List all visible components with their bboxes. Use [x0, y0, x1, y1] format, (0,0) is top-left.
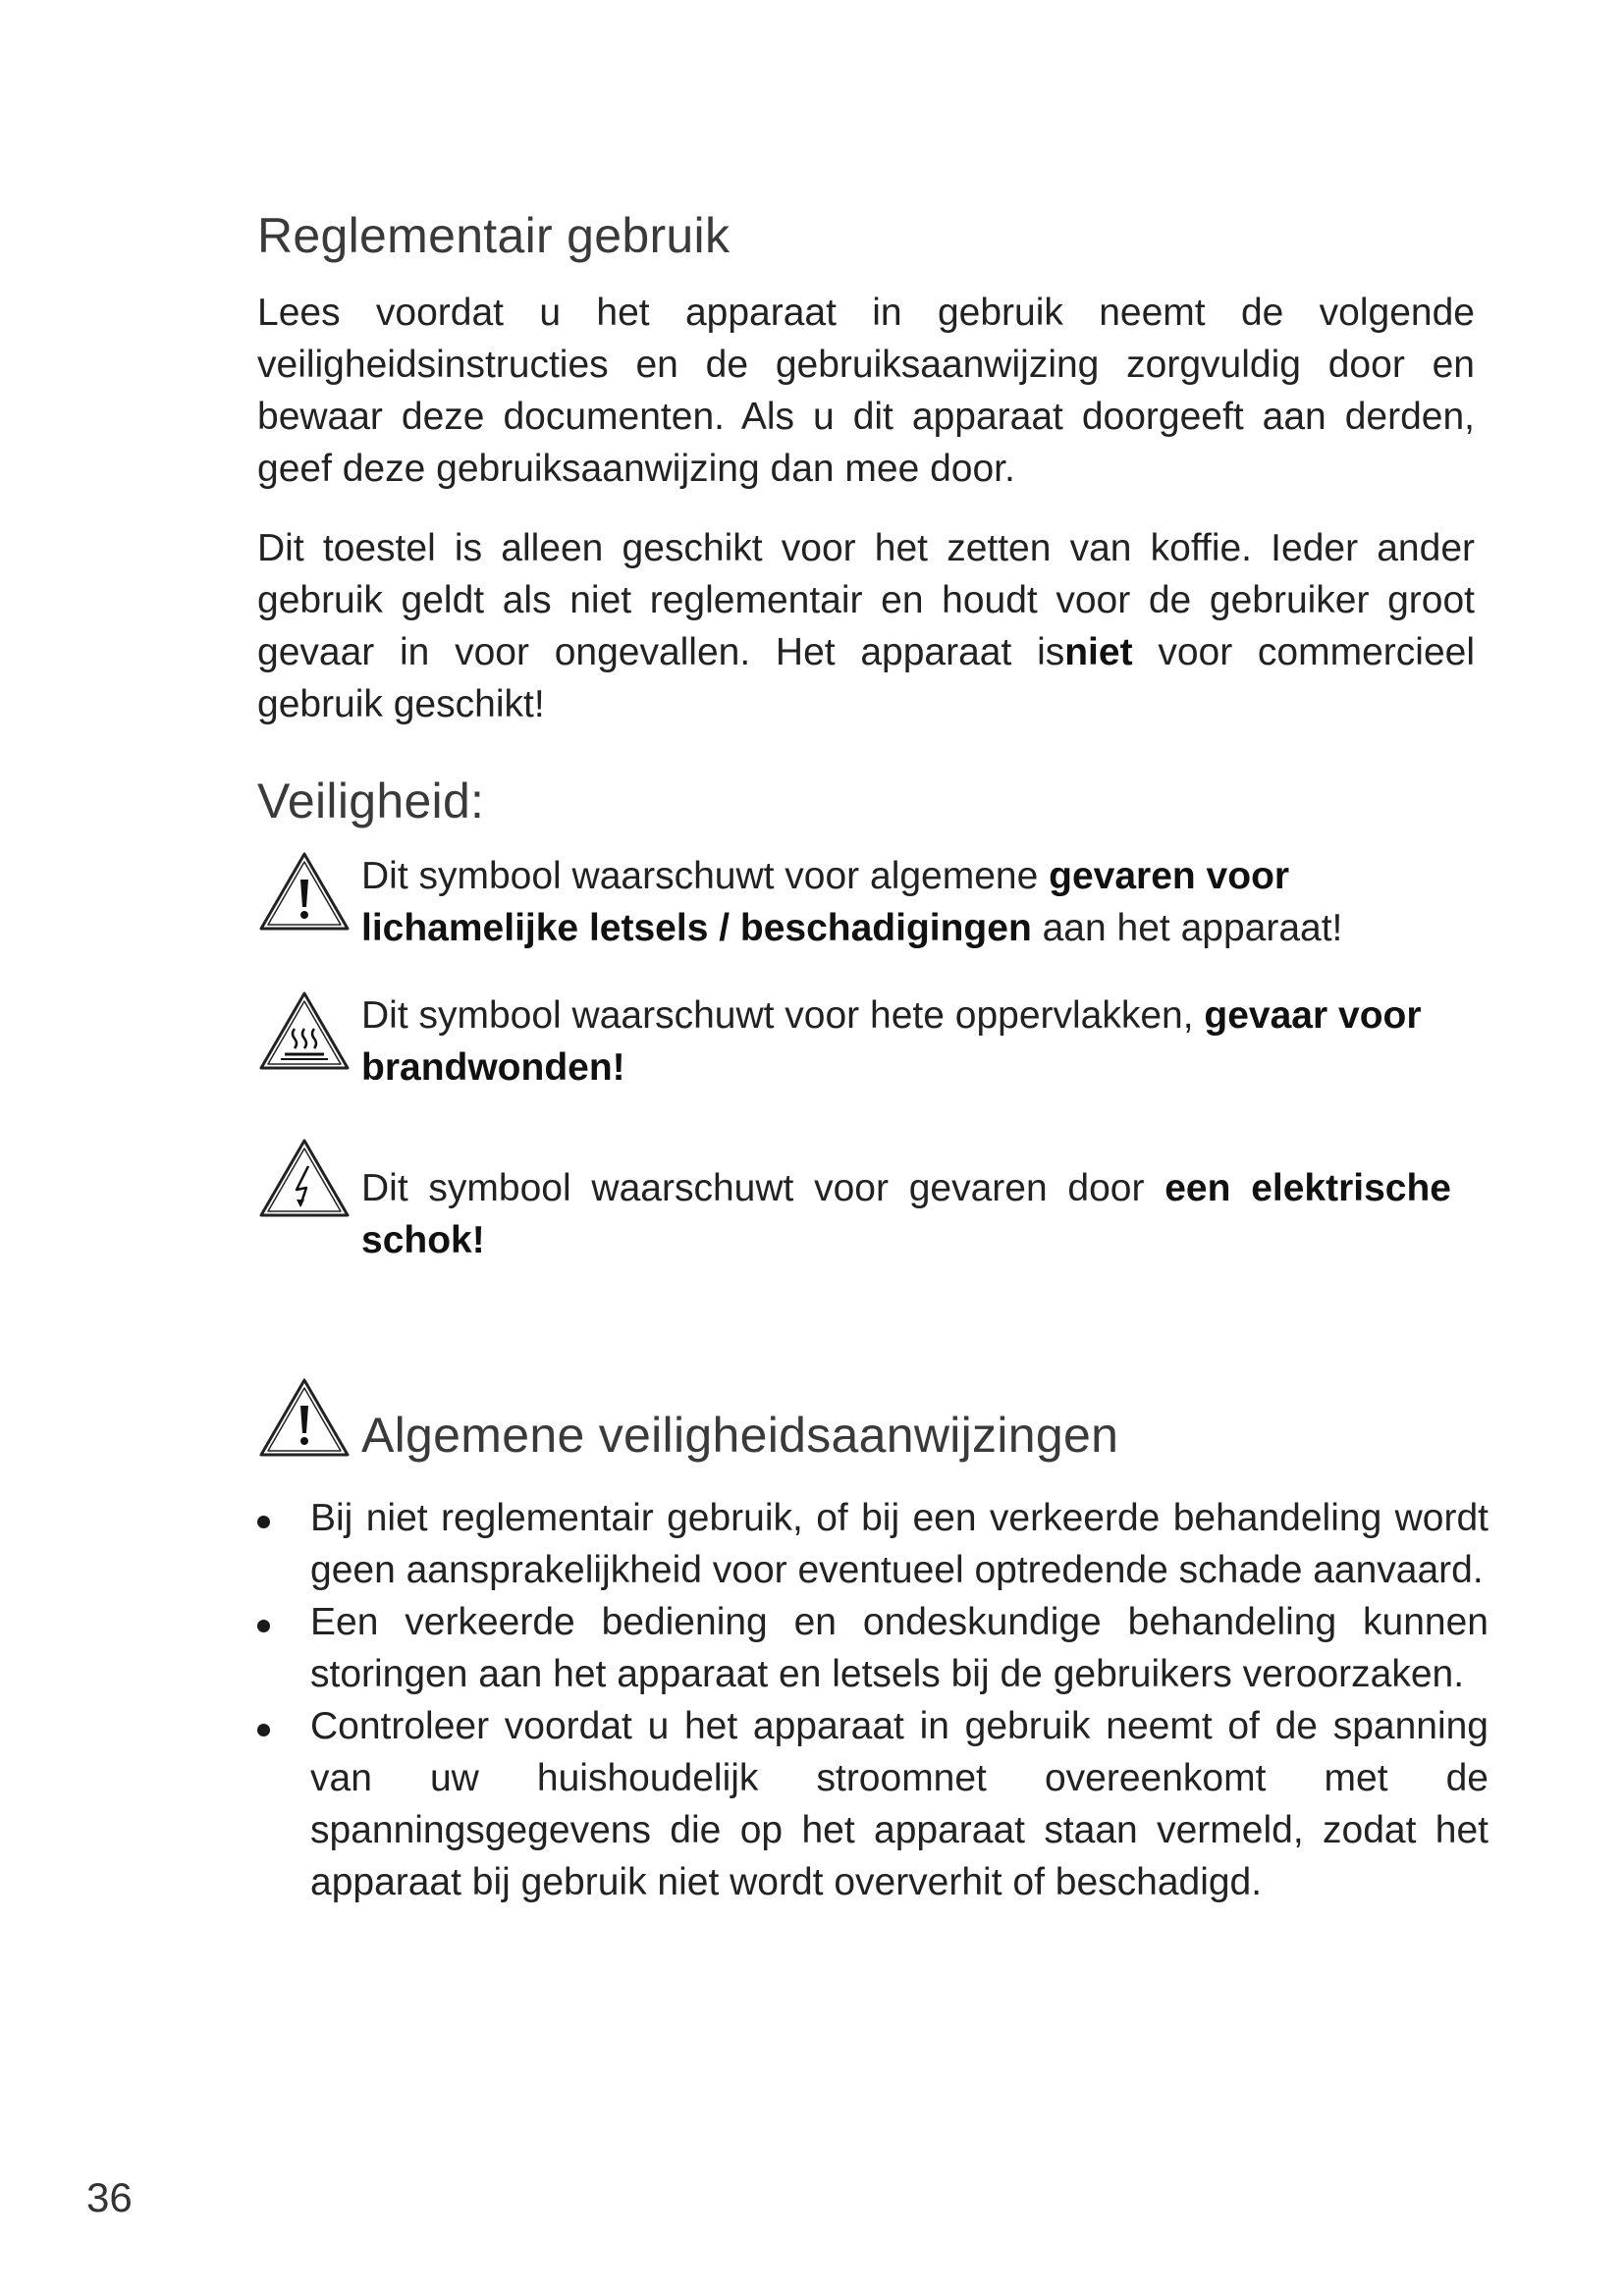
symbol-row-general	[257, 850, 1475, 954]
usage-paragraph	[257, 522, 1475, 730]
safety-bullet-list	[257, 1492, 1489, 1908]
warning-exclamation-icon	[257, 1376, 352, 1459]
warning-exclamation-icon	[257, 850, 352, 933]
page-content	[257, 206, 1489, 1908]
bullet-dot-icon	[257, 1516, 270, 1528]
section-title-reglementair: Reglementair gebruik	[257, 208, 731, 263]
symbol-text-general: Dit symbool waarschuwt voor algemene gevaren voor lichamelijke letsels / beschadigingen aan het apparaat!	[361, 855, 1343, 949]
intro-paragraph: Lees voordat u het apparaat in gebruik neemt de volgende veiligheidsinstructies en de gebruiksaanwijzing zorgvuldig door en bewaar deze documenten. Als u dit apparaat doorgeeft aan derden, geef deze gebruiksaanwijzing dan mee door.	[257, 292, 1475, 490]
list-item: Een verkeerde bediening en ondeskundige behandeling kunnen storingen aan het apparaat en letsels bij de gebruikers veroorzaken.	[257, 1596, 1489, 1700]
symbol-row-hot-surface	[257, 989, 1475, 1094]
general-safety-heading	[257, 1376, 1475, 1463]
list-item: Controleer voordat u het apparaat in gebruik neemt of de spanning van uw huishoudelijk stroomnet overeenkomt met de spanningsgegevens die op het apparaat staan vermeld, zodat het apparaat bij gebruik niet wordt oververhit of beschadigd.	[257, 1700, 1489, 1908]
symbol-text-electric: Dit symbool waarschuwt voor gevaren door een elektrische schok!	[361, 1167, 1451, 1261]
usage-text-bold: niet	[1064, 631, 1133, 673]
bullet-dot-icon	[257, 1724, 270, 1736]
electric-shock-icon	[257, 1137, 352, 1219]
hot-surface-icon	[257, 989, 352, 1072]
usage-text-end: voor commercieel gebruik geschikt!	[257, 631, 1475, 725]
list-item: Bij niet reglementair gebruik, of bij een verkeerde behandeling wordt geen aansprakelijkheid voor eventueel optredende schade aanvaard.	[257, 1492, 1489, 1596]
symbol-text-hot-surface: Dit symbool waarschuwt voor hete oppervlakken, gevaar voor brandwonden!	[361, 994, 1422, 1089]
section-title-algemene: Algemene veiligheidsaanwijzingen	[361, 1408, 1119, 1463]
page-number: 36	[86, 2174, 133, 2220]
usage-text-start: Dit toestel is alleen geschikt voor het zetten van koffie. Ieder ander gebruik geldt als niet reglementair en houdt voor de gebruiker groot gevaar in voor ongevallen. Het apparaat is	[257, 527, 1475, 673]
bullet-dot-icon	[257, 1620, 270, 1632]
section-title-veiligheid: Veiligheid:	[257, 774, 485, 828]
symbol-row-electric	[257, 1137, 1475, 1266]
